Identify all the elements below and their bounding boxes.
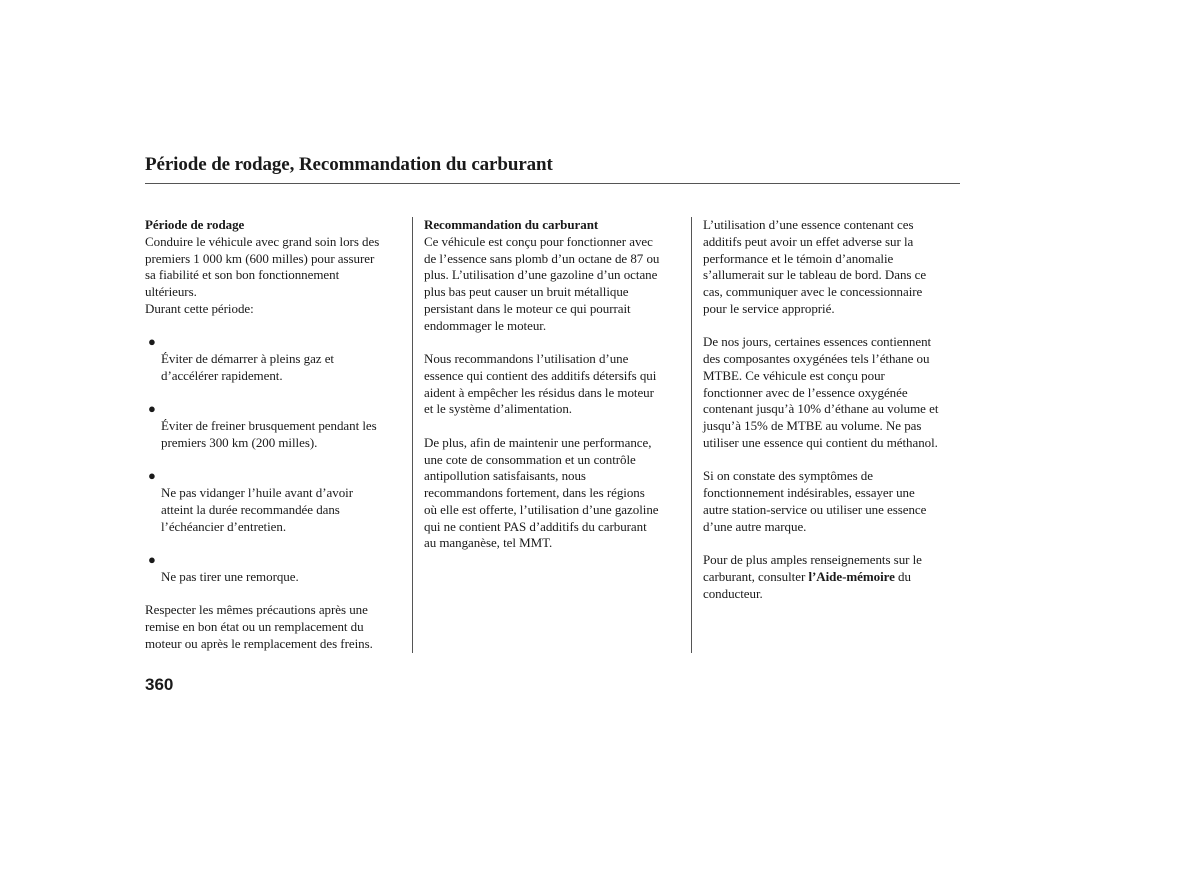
page-title: Période de rodage, Recommandation du carburant: [145, 154, 553, 175]
bullet-item: [145, 334, 407, 384]
bullet-icon: ●: [148, 552, 156, 567]
bullet-text: Ne pas tirer une remorque.: [161, 568, 299, 584]
bullet-icon: ●: [148, 468, 156, 484]
column-fuel-continued: [703, 217, 965, 602]
section-heading-break-in: Période de rodage: [145, 217, 245, 232]
bullet-icon: ●: [148, 334, 156, 350]
page-number: 360: [145, 675, 174, 694]
fuel-paragraph-reference: [703, 552, 965, 602]
fuel-paragraph: Ce véhicule est conçu pour fonctionner avec de l’essence sans plomb d’un octane de 87 ou plus. L’utilisation d’une gazoline d’un octane plus bas peut causer un bruit métallique persistant dans le moteur ce qui pourrait endommager le moteur.: [424, 233, 660, 333]
fuel-paragraph: De plus, afin de maintenir une performance, une cote de consommation et un contrôle antipollution satisfaisants, nous recommandons fortement, dans les régions où elle est offerte, l’utilisation d’une gazoline qui ne contient PAS d’additifs du carburant au manganèse, tel MMT.: [424, 434, 659, 551]
bullet-text: Éviter de freiner brusquement pendant les premiers 300 km (200 milles).: [161, 418, 377, 450]
bullet-item: [145, 468, 407, 535]
title-divider: [145, 183, 960, 184]
fuel-paragraph: Si on constate des symptômes de fonctionnement indésirables, essayer une autre station-service ou utiliser une essence d’une autre marque.: [703, 468, 927, 534]
bullet-item: [145, 401, 407, 451]
bullet-text: Ne pas vidanger l’huile avant d’avoir atteint la durée recommandée dans l’échéancier d’entretien.: [161, 485, 353, 534]
bullet-text: Éviter de démarrer à pleins gaz et d’accélérer rapidement.: [161, 351, 334, 383]
fuel-paragraph: De nos jours, certaines essences contiennent des composantes oxygénées tels l’éthane ou MTBE. Ce véhicule est conçu pour fonctionner avec de l’essence oxygénée contenant jusqu’à 10% d’éthane au volume et jusqu’à 15% de MTBE au volume. Ne pas utiliser une essence qui contient du méthanol.: [703, 334, 939, 450]
column-break-in: [145, 217, 407, 653]
break-in-intro: Conduire le véhicule avec grand soin lors des premiers 1 000 km (600 milles) pour assurer sa fiabilité et son bon fonctionnement ultérieurs. Durant cette période:: [145, 233, 380, 316]
reference-text-end: du conducteur.: [703, 568, 911, 601]
break-in-closing: Respecter les mêmes précautions après une remise en bon état ou un remplacement du moteur ou après le remplacement des freins.: [145, 602, 373, 651]
reference-book-title: l’Aide-mémoire: [808, 568, 895, 584]
fuel-paragraph: Nous recommandons l’utilisation d’une essence qui contient des additifs détersifs qui aident à empêcher les résidus dans le moteur et le système d’alimentation.: [424, 351, 657, 417]
section-heading-fuel: Recommandation du carburant: [424, 217, 599, 232]
column-divider: [412, 217, 413, 653]
fuel-paragraph: L’utilisation d’une essence contenant ces additifs peut avoir un effet adverse sur la performance et le témoin d’anomalie s’allumerait sur le tableau de bord. Dans ce cas, communiquer avec le concessionnaire pour le service approprié.: [703, 217, 927, 316]
column-divider: [691, 217, 692, 653]
bullet-item: [145, 552, 407, 586]
column-fuel-recommendation: [424, 217, 686, 552]
reference-text: Pour de plus amples renseignements sur le carburant, consulter: [703, 552, 922, 584]
bullet-icon: ●: [148, 401, 156, 417]
